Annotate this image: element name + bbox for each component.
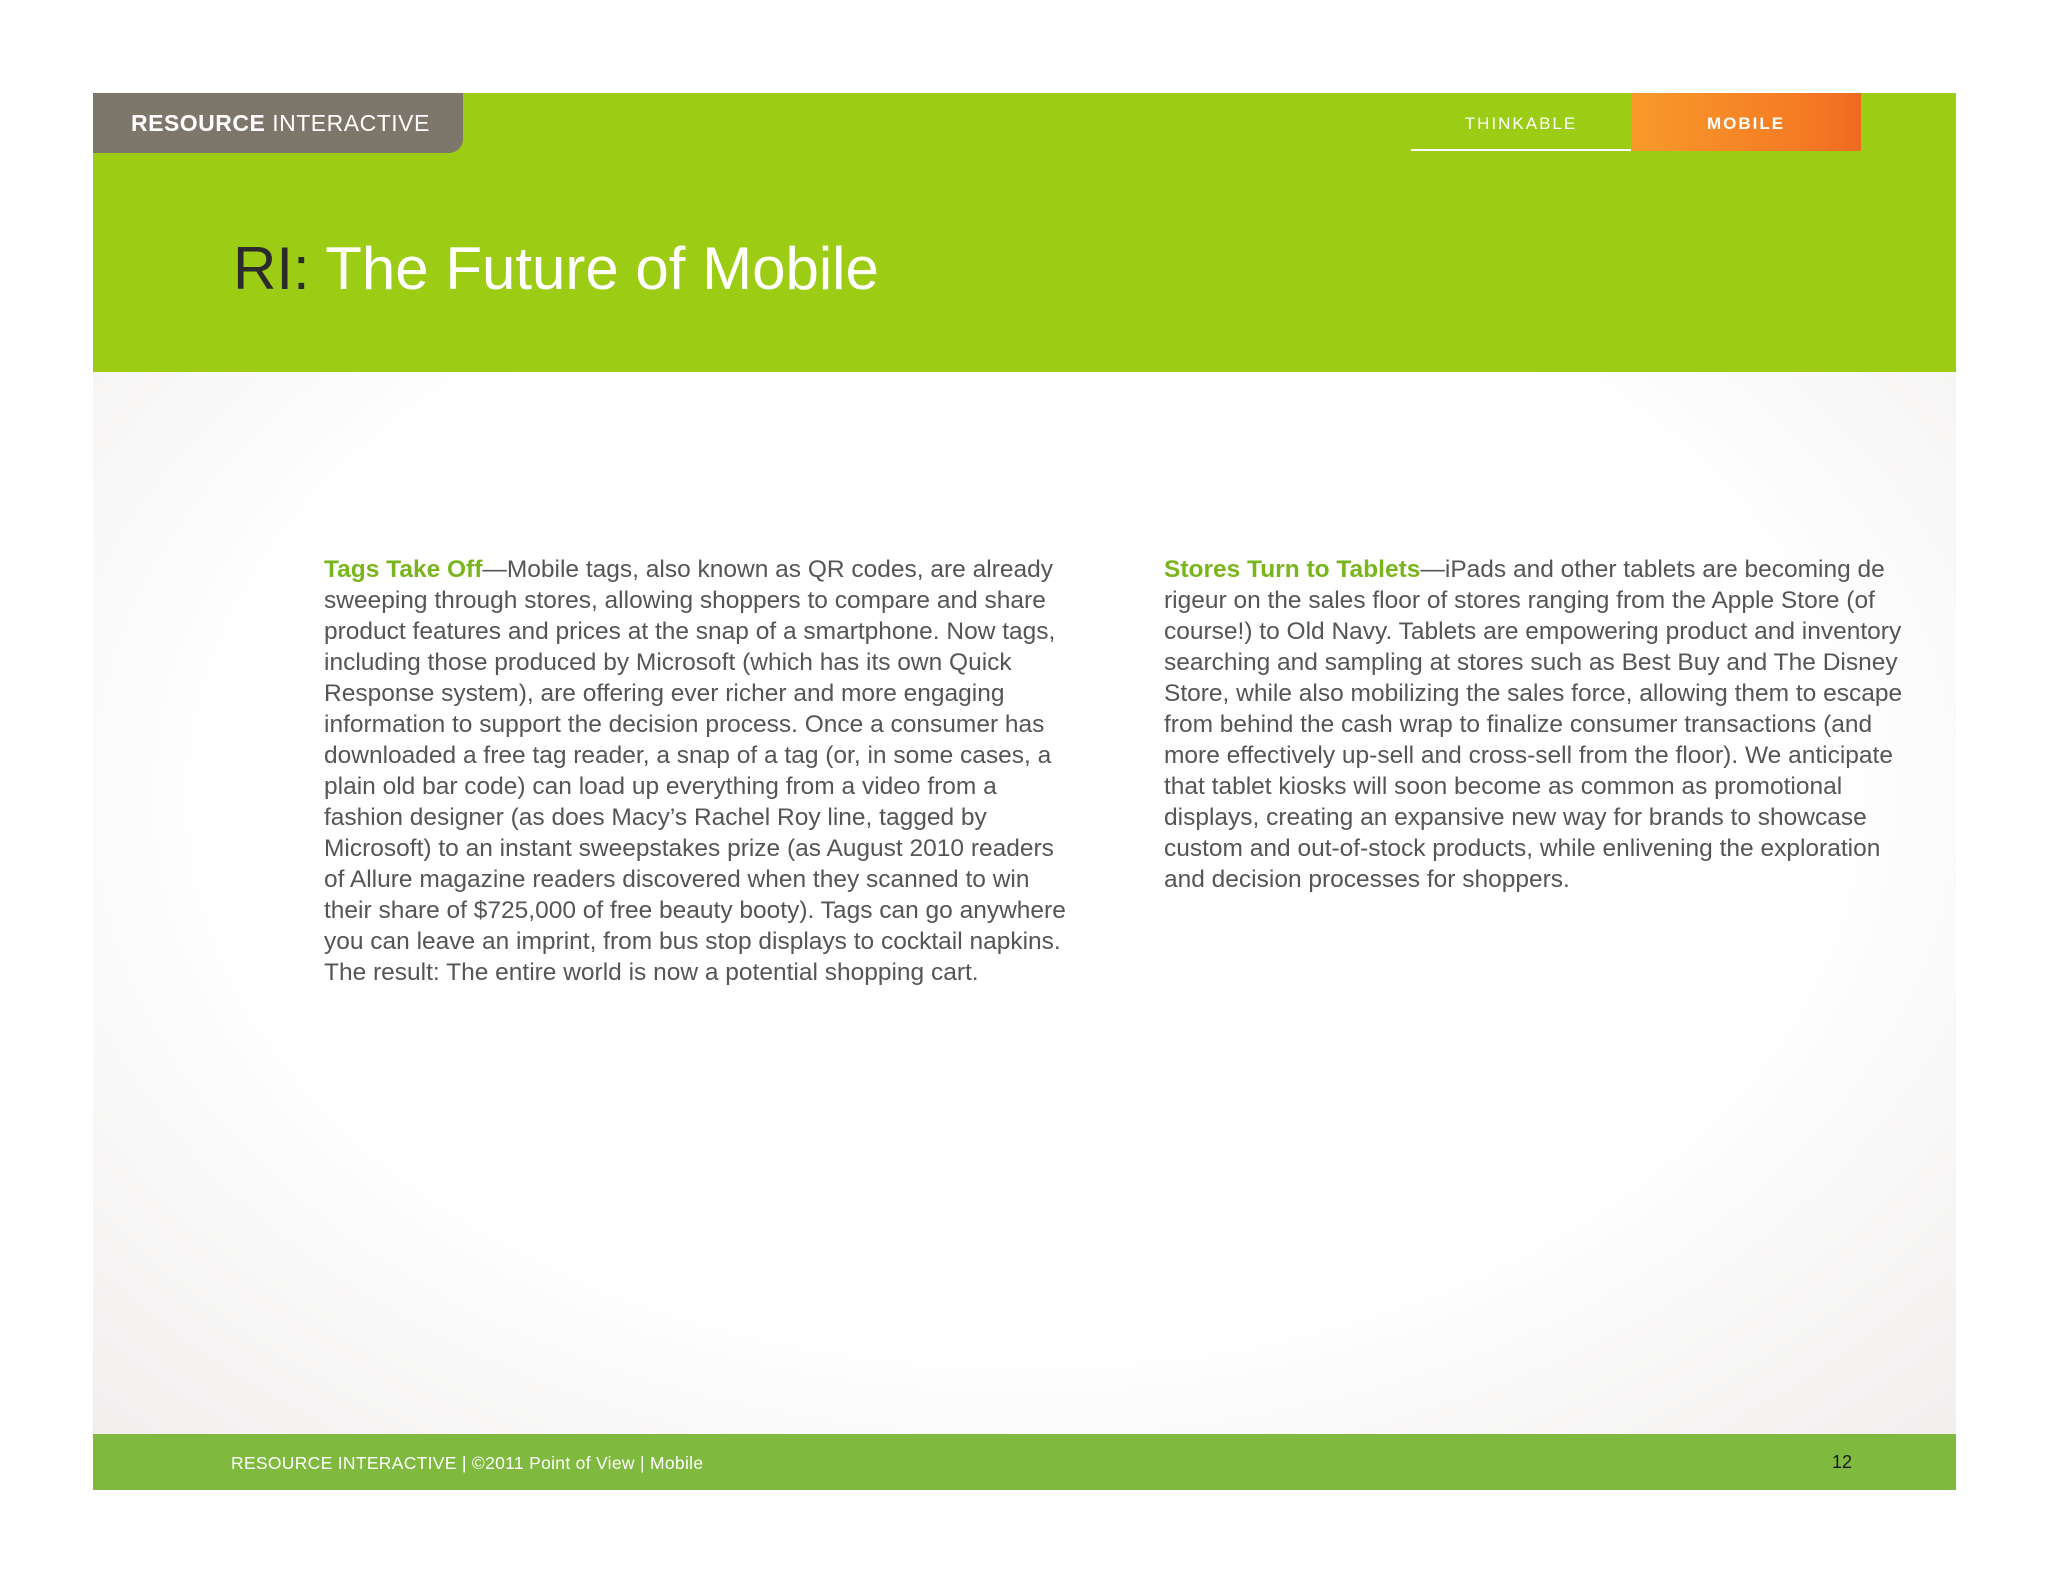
section-nav — [1411, 93, 1861, 151]
page-number: 12 — [1831, 1452, 1852, 1472]
tab-thinkable[interactable]: THINKABLE — [1411, 93, 1631, 151]
brand-bold: RESOURCE — [131, 110, 266, 136]
right-column — [1164, 554, 1909, 895]
brand-light: INTERACTIVE — [272, 110, 430, 136]
tab-mobile[interactable]: MOBILE — [1631, 93, 1861, 151]
right-body-text: —iPads and other tablets are becoming de rigeur on the sales floor of stores ranging from the Apple Store (of course!) to Old Navy. Tablets are empowering product and inventory searching and sampling at stores such as Best Buy and The Disney Store, while also mobilizing the sales force, allowing them to escape from behind the cash wrap to finalize consumer transactions (and more effectively up-sell and cross-sell from the floor). We anticipate that tablet kiosks will soon become as common as promotional displays, creating an expansive new way for brands to showcase custom and out-of-stock products, while enlivening the exploration and decision processes for shoppers. — [1164, 556, 1903, 893]
left-column — [324, 554, 1069, 988]
left-paragraph — [324, 554, 1069, 988]
slide — [93, 93, 1956, 1490]
content-area — [93, 372, 1956, 1434]
page-title — [233, 235, 879, 302]
header-band — [93, 93, 1956, 372]
right-paragraph — [1164, 554, 1909, 895]
left-body-text: —Mobile tags, also known as QR codes, are already sweeping through stores, allowing shoppers to compare and share product features and prices at the snap of a smartphone. Now tags, including those produced by Microsoft (which has its own Quick Response system), are offering ever richer and more engaging information to support the decision process. Once a consumer has downloaded a free tag reader, a snap of a tag (or, in some cases, a plain old bar code) can load up everything from a video from a fashion designer (as does Macy’s Rachel Roy line, tagged by Microsoft) to an instant sweepstakes prize (as August 2010 readers of Allure magazine readers discovered when they scanned to win their share of $725,000 of free beauty booty). Tags can go anywhere you can leave an imprint, from bus stop displays to cocktail napkins. The result: The entire world is now a potential shopping cart. — [324, 556, 1066, 986]
brand-logo — [93, 93, 463, 153]
title-main: The Future of Mobile — [325, 235, 879, 302]
left-heading: Tags Take Off — [324, 556, 483, 583]
footer — [93, 1434, 1956, 1490]
title-prefix: RI: — [233, 235, 310, 302]
footer-text: RESOURCE INTERACTIVE | ©2011 Point of View | Mobile — [231, 1453, 704, 1473]
right-heading: Stores Turn to Tablets — [1164, 556, 1421, 583]
